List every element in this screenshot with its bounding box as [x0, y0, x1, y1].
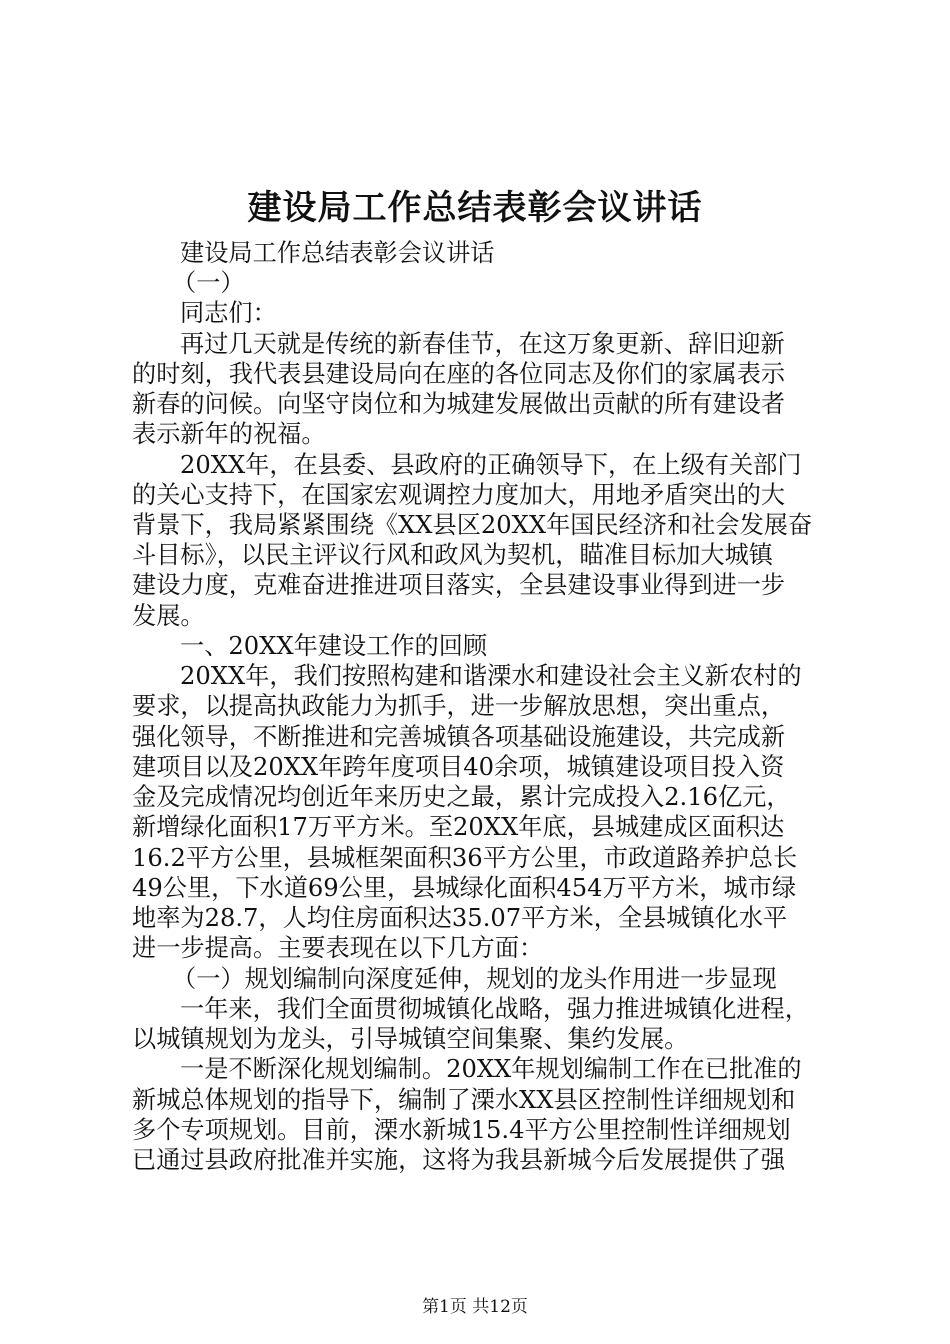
document-title: 建设局工作总结表彰会议讲话: [247, 188, 703, 228]
subtitle-line: 建设局工作总结表彰会议讲话: [180, 239, 495, 267]
paragraph-line: 已通过县政府批准并实施，这将为我县新城今后发展提供了强: [132, 1146, 786, 1174]
paragraph-line: 20XX年，我们按照构建和谐溧水和建设社会主义新农村的: [180, 662, 802, 690]
paragraph-line: 16.2平方公里，县城框架面积36平方公里，市政道路养护总长: [132, 844, 798, 872]
paragraph-line: 再过几天就是传统的新春佳节，在这万象更新、辞旧迎新: [180, 330, 785, 358]
paragraph-line: 新春的问候。向坚守岗位和为城建发展做出贡献的所有建设者: [132, 390, 786, 418]
page-footer: 第1页 共12页: [422, 1297, 528, 1317]
paragraph-line: 建设力度，克难奋进推进项目落实，全县建设事业得到进一步: [132, 571, 786, 599]
paragraph-line: 金及完成情况均创近年来历史之最，累计完成投入2.16亿元，: [132, 783, 791, 811]
paragraph-line: 建项目以及20XX年跨年度项目40余项，城镇建设项目投入资: [132, 753, 785, 781]
paragraph-line: 进一步提高。主要表现在以下几方面：: [132, 934, 544, 962]
paragraph-line: 以城镇规划为龙头，引导城镇空间集聚、集约发展。: [132, 1025, 689, 1053]
paragraph-line: 斗目标》，以民主评议行风和政风为契机，瞄准目标加大城镇: [132, 541, 773, 569]
paragraph-line: 强化领导，不断推进和完善城镇各项基础设施建设，共完成新: [132, 723, 786, 751]
paragraph-line: 20XX年，在县委、县政府的正确领导下，在上级有关部门: [180, 451, 802, 479]
paragraph-line: 新增绿化面积17万平方米。至20XX年底，县城建成区面积达: [132, 813, 785, 841]
paragraph-line: 地率为28.7，人均住房面积达35.07平方米，全县城镇化水平: [132, 904, 788, 932]
section-heading: 一、20XX年建设工作的回顾: [180, 632, 488, 660]
paragraph-line: 多个专项规划。目前，溧水新城15.4平方公里控制性详细规划: [132, 1116, 791, 1144]
paragraph-line: 的时刻，我代表县建设局向在座的各位同志及你们的家属表示: [132, 360, 786, 388]
salutation-line: 同志们：: [180, 299, 277, 327]
paragraph-line: 49公里，下水道69公里，县城绿化面积454万平方米，城市绿: [132, 874, 797, 902]
paragraph-line: 新城总体规划的指导下，编制了溧水XX县区控制性详细规划和: [132, 1086, 796, 1114]
subsection-heading: （一）规划编制向深度延伸，规划的龙头作用进一步显现: [172, 965, 777, 993]
paragraph-line: 背景下，我局紧紧围绕《XX县区20XX年国民经济和社会发展奋: [132, 511, 813, 539]
section-number-line: （一）: [172, 269, 245, 297]
paragraph-line: 发展。: [132, 602, 205, 630]
paragraph-line: 一是不断深化规划编制。20XX年规划编制工作在已批准的: [180, 1055, 802, 1083]
paragraph-line: 要求，以提高执政能力为抓手，进一步解放思想，突出重点，: [132, 692, 786, 720]
paragraph-line: 表示新年的祝福。: [132, 420, 326, 448]
paragraph-line: 一年来，我们全面贯彻城镇化战略，强力推进城镇化进程，: [180, 995, 809, 1023]
paragraph-line: 的关心支持下，在国家宏观调控力度加大，用地矛盾突出的大: [132, 481, 786, 509]
